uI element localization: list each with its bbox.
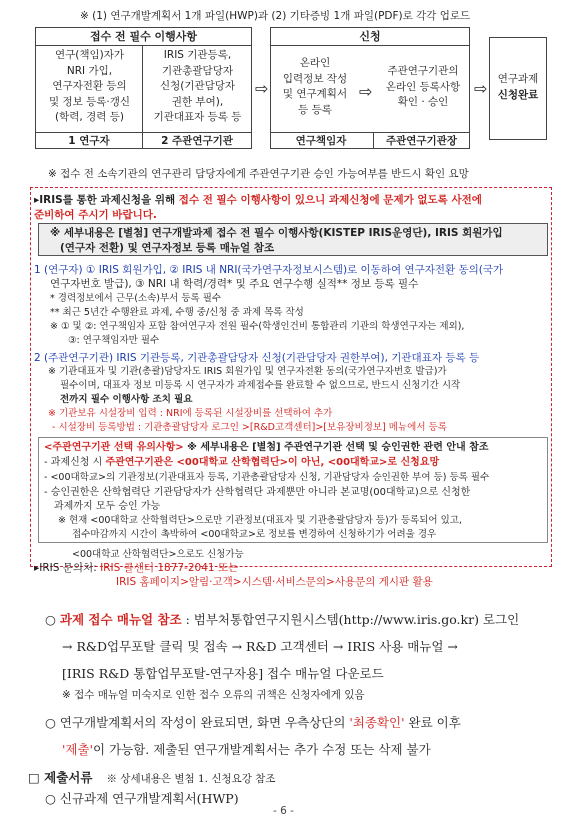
iris-board: IRIS 홈페이지>알림·고객>시스템·서비스문의>사용문의 게시판 활용 <box>116 576 433 588</box>
project-note: ** 최근 5년간 수행완료 과제, 수행 중/신청 중 과제 목록 작성 <box>50 307 304 318</box>
online-entry-step: 온라인 입력정보 작성 및 연구계획서 등 등록 <box>282 57 348 116</box>
researcher-requirements: 1 (연구자) ① IRIS 회원가입, ② IRIS 내 NRI(국가연구자정보시스템)로 이동하여 연구자전환 동의(국가 <box>34 264 504 276</box>
arrow-right-icon: ⇨ <box>474 79 488 98</box>
completion-box <box>489 37 547 140</box>
selection-rule1: - 과제신청 시 주관연구기관은 <00대학교 산학협력단>이 아닌, <00대학교>로 신청요망 <box>44 457 440 468</box>
institution-note2: 필수이며, 대표자 정보 미등록 시 연구자가 과제접수를 완료할 수 없으므로, 반드시 신청기간 시작 <box>60 380 461 391</box>
manual-paragraph: ○ 과제 접수 매뉴얼 참조 : 범부처통합연구지원시스템(http://www.iris.go.kr) 로그인 <box>45 612 520 627</box>
selection-rule2: - <00대학교>의 기관정보(기관대표자 등록, 기관총괄담당자 신청, 기관담당자 승인권한 부여 등) 등록 필수 <box>44 472 490 483</box>
approval-note: ※ 접수 전 소속기관의 연구관리 담당자에게 주관연구기관 승인 가능여부를 반드시 확인 요망 <box>48 168 469 180</box>
application-box <box>270 27 470 149</box>
selection-header: <주관연구기관 선택 유의사항> ※ 세부내용은 [별첨] 주관연구기관 선택 및 승인권한 관련 안내 참조 <box>44 442 489 453</box>
notice-intro: ▸IRIS를 통한 과제신청을 위해 접수 전 필수 이행사항이 있으니 과제신청에 문제가 없도록 사전에 <box>34 194 482 206</box>
institution-steps: IRIS 기관등록, 기관총괄담당자 신청(기관담당자 권한 부여), 기관대표자 등록 등 <box>153 49 242 123</box>
approval-step: 주관연구기관의 온라인 등록사항 확인 · 승인 <box>385 65 461 108</box>
manual-download: [IRIS R&D 통합업무포탈-연구자용] 접수 매뉴얼 다운로드 <box>62 666 384 681</box>
equipment-note: ※ 기관보유 시설장비 입력 : NRI에 등록된 시설장비를 선택하여 추가 <box>48 408 333 419</box>
iris-contact: ▸IRIS 문의처: IRIS 콜센터 1877-2041 또는 <box>34 562 239 574</box>
detail-ref-line2: (연구자 전환) 및 연구자정보 등록 매뉴얼 참조 <box>60 242 275 254</box>
researcher-requirements-cont: 연구자번호 발급), ③ NRI 내 학력/경력* 및 주요 연구수행 실적** 정보 등록 필수 <box>50 278 419 290</box>
researcher-label: 1 연구자 <box>68 135 110 147</box>
pi-label: 연구책임자 <box>295 135 347 147</box>
selection-note3: <00대학교 산학협력단>으로도 신청가능 <box>72 549 244 560</box>
institution-requirements: 2 (주관연구기관) IRIS 기관등록, 기관총괄담당자 신청(기관담당자 권한부여), 기관대표자 등록 등 <box>34 352 480 364</box>
career-note: * 경력정보에서 근무(소속)부서 등록 필수 <box>50 293 222 304</box>
selection-note1: ※ 현재 <00대학교 산학협력단>으로만 기관정보(대표자 및 기관총괄담당자 등)가 등록되어 있고, <box>58 515 462 526</box>
documents-heading: □ 제출서류 ※ 상세내용은 별첨 1. 신청요강 참조 <box>28 770 276 785</box>
institution-label: 2 주관연구기관 <box>161 135 233 147</box>
upload-note: ※ (1) 연구개발계획서 1개 파일(HWP)과 (2) 기타증빙 1개 파일(PDF)로 각각 업로드 <box>80 10 471 22</box>
arrow-right-icon: ⇨ <box>255 79 269 98</box>
completion-label: 연구과제 신청완료 <box>497 73 539 101</box>
application-title: 신청 <box>271 28 469 46</box>
page-number: - 6 - <box>273 805 294 817</box>
manual-note: ※ 접수 매뉴얼 미숙지로 인한 접수 오류의 귀책은 신청자에게 있음 <box>62 689 365 701</box>
manual-path: → R&D업무포탈 클릭 및 접속 → R&D 고객센터 → IRIS 사용 매뉴얼 → <box>62 639 458 654</box>
submit-paragraph-cont: '제출'이 가능함. 제출된 연구개발계획서는 추가 수정 또는 삭제 불가 <box>62 742 431 757</box>
researcher-steps: 연구(책임)자가 NRI 가입, 연구자전환 등의 및 정보 등록·갱신 (학력, 경력 등) <box>48 49 130 123</box>
new-project-document: ○ 신규과제 연구개발계획서(HWP) <box>45 791 239 806</box>
head-label: 주관연구기관장 <box>385 135 457 147</box>
selection-rule3-cont: 과제까지 모두 승인 가능 <box>54 501 161 512</box>
submit-paragraph: ○ 연구개발계획서의 작성이 완료되면, 화면 우측상단의 '최종확인' 완료 이후 <box>45 715 461 730</box>
selection-note2: 접수마감까지 시간이 촉박하여 <00대학교>로 정보를 변경하여 신청하기가 어려울 경우 <box>72 529 437 540</box>
participant-note: ※ ① 및 ②: 연구책임자 포함 참여연구자 전원 필수(학생인건비 통합관리 기관의 학생연구자는 제외), <box>50 321 465 332</box>
arrow-right-icon: ⇨ <box>359 82 373 101</box>
equipment-method: - 시설장비 등록방법 : 기관총괄담당자 로그인 >[R&D고객센터]>[보유장비정보] 메뉴에서 등록 <box>52 422 447 433</box>
pre-requirements-box <box>35 27 252 149</box>
detail-ref-line1: ※ 세부내용은 [별첨] 연구개발과제 접수 전 필수 이행사항(KISTEP IRIS운영단), IRIS 회원가입 <box>50 227 503 239</box>
institution-note1: ※ 기관대표자 및 기관(총괄)담당자도 IRIS 회원가입 및 연구자전환 동의(국가연구자번호 발급)가 <box>48 366 447 377</box>
institution-note3: 전까지 필수 이행사항 조치 필요 <box>60 394 193 405</box>
pre-requirements-title: 접수 전 필수 이행사항 <box>36 28 251 46</box>
selection-rule3: - 승인권한은 산학협력단 기관담당자가 산학협력단 과제뿐만 아니라 본교명(00대학교)으로 신청한 <box>44 487 471 498</box>
participant-note-cont: ③: 연구책임자만 필수 <box>68 335 160 346</box>
notice-intro-cont: 준비하여 주시기 바랍니다. <box>34 209 157 221</box>
